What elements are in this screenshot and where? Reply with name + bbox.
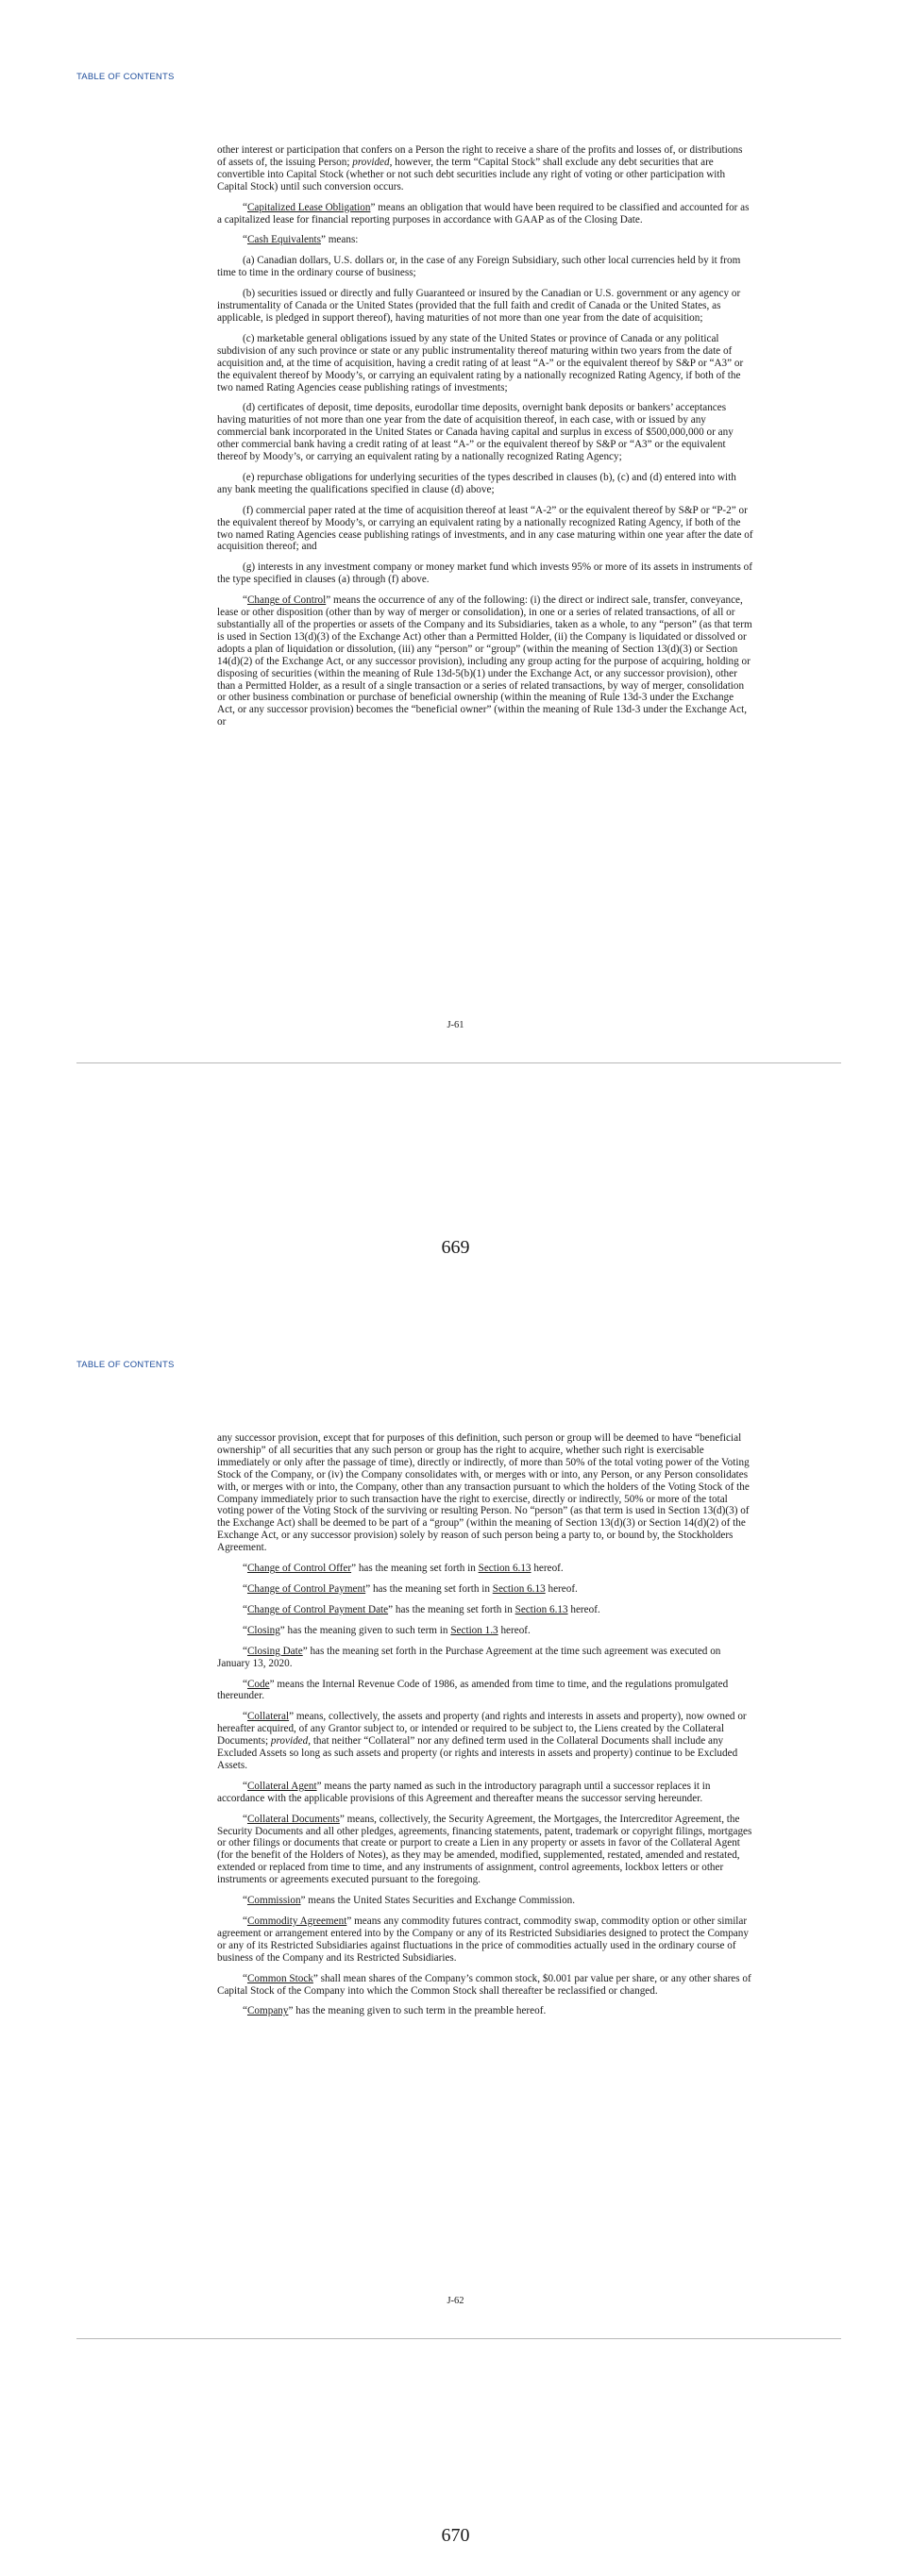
paragraph — [217, 1646, 753, 1670]
page-body-text — [217, 1432, 753, 2026]
text-run: (f) commercial paper rated at the time of acquisition thereof at least “A-2” or the equivalent thereof by S&P or “P-2” or the equivalent thereof by Moody’s, or carrying an equivalent rating by a nationally recognized Rating Agency, if both of the two named Rating Agencies cease publishing ratings of investments, and in any case maturing within one year after the date of acquisition thereof; and — [217, 504, 753, 553]
paragraph — [217, 594, 753, 728]
defined-term: Collateral Documents — [246, 1813, 340, 1825]
italic-text: provided — [352, 156, 390, 168]
paragraph — [217, 2005, 753, 2017]
text-run: “ — [243, 1915, 247, 1927]
page-number: 669 — [441, 1237, 470, 1258]
text-run: “ — [243, 1895, 247, 1907]
paragraph — [217, 1814, 753, 1886]
text-run: (a) Canadian dollars, U.S. dollars or, in the case of any Foreign Subsidiary, such other local currencies held by it from time to time in the ordinary course of business; — [217, 255, 741, 279]
paragraph — [217, 202, 753, 226]
defined-term: Code — [246, 1678, 270, 1690]
defined-term: Section 6.13 — [515, 1603, 568, 1615]
paragraph — [217, 1583, 753, 1596]
page-divider — [76, 2338, 841, 2339]
text-run: ” means: — [320, 234, 359, 246]
text-run: hereof. — [545, 1582, 578, 1595]
defined-term: Closing Date — [246, 1645, 303, 1657]
paragraph — [217, 1679, 753, 1703]
text-run: hereof. — [498, 1624, 531, 1636]
text-run: “ — [243, 201, 247, 213]
text-run: “ — [243, 1678, 247, 1690]
paragraph — [217, 234, 753, 246]
text-run: ” means an obligation that would have been required to be classified and accounted for as a capitalized lease for financial reporting purposes in accordance with GAAP as of the Closing Date. — [217, 201, 750, 226]
text-run: ” means the Internal Revenue Code of 1986, as amended from time to time, and the regulations promulgated thereunder. — [217, 1678, 729, 1702]
text-run: “ — [243, 1582, 247, 1595]
text-run: “ — [243, 1813, 247, 1825]
defined-term: Capitalized Lease Obligation — [246, 201, 371, 213]
paragraph — [217, 505, 753, 554]
page-body-text — [217, 144, 753, 737]
paragraph — [217, 561, 753, 586]
text-run: ” has the meaning given to such term in the preamble hereof. — [288, 2005, 547, 2017]
paragraph — [217, 1432, 753, 1554]
document-page-2 — [0, 1288, 911, 2576]
text-run: ” shall mean shares of the Company’s common stock, $0.001 par value per share, or any other shares of Capital Stock of the Company into which the Common Stock shall thereafter be reclassified or changed. — [217, 1972, 751, 1997]
text-run: ” has the meaning set forth in — [351, 1563, 479, 1575]
table-of-contents-link[interactable]: TABLE OF CONTENTS — [76, 72, 175, 82]
page-label: J-62 — [447, 2296, 464, 2306]
defined-term: Change of Control Payment Date — [246, 1603, 389, 1615]
text-run: any successor provision, except that for purposes of this definition, such person or group will be deemed to have “beneficial ownership” of all securities that any such person or group has the right to acquire, whether such right is exercisable immediately or only after the passage of time), directly or indirectly, of more than 50% of the total voting power of the Voting Stock of the Company, or (iv) the Company consolidates with, or merges with or into, any Person, or any Person consolidates with, or merges with or into, the Company, other than any transaction pursuant to which the holders of the Voting Stock of the Company immediately prior to such transaction have the right to exercise, directly or indirectly, 50% or more of the total voting power of the Voting Stock of the surviving or resulting Person. No “person” (as that term is used in Section 13(d)(3) of the Exchange Act) shall be deemed to be part of a “group” (within the meaning of Section 13(d)(3) or Section 14(d)(2) of the Exchange Act, or any successor provision) solely by reason of such person being a party to, or bound by, the Stockholders Agreement. — [217, 1432, 750, 1554]
defined-term: Change of Control Offer — [246, 1563, 352, 1575]
text-run: “ — [243, 1780, 247, 1792]
text-run: “ — [243, 1711, 247, 1723]
paragraph — [217, 1604, 753, 1616]
paragraph — [217, 1973, 753, 1998]
italic-text: provided — [270, 1735, 309, 1748]
defined-term: Cash Equivalents — [246, 234, 321, 246]
defined-term: Section 6.13 — [492, 1582, 546, 1595]
defined-term: Commission — [246, 1895, 301, 1907]
text-run: ” has the meaning set forth in — [388, 1603, 515, 1615]
text-run: other interest or participation that confers on a Person the right to receive a share of the profits and losses of, or distributions of assets of, the issuing Person; — [217, 144, 743, 168]
page-number: 670 — [441, 2525, 470, 2546]
defined-term: Closing — [246, 1624, 280, 1636]
text-run: “ — [243, 594, 247, 607]
text-run: ” means the United States Securities and Exchange Commission. — [300, 1895, 576, 1907]
text-run: (e) repurchase obligations for underlying securities of the types described in clauses (b), (c) and (d) entered into with any bank meeting the qualifications specified in clause (d) above; — [217, 471, 736, 495]
defined-term: Company — [246, 2005, 289, 2017]
text-run: “ — [243, 1603, 247, 1615]
defined-term: Change of Control Payment — [246, 1582, 366, 1595]
text-run: ” has the meaning given to such term in — [279, 1624, 451, 1636]
text-run: ” means any commodity futures contract, commodity swap, commodity option or other similar agreement or arrangement entered into by the Company or any of its Restricted Subsidiaries designed to protect the Company or any of its Restricted Subsidiaries against fluctuations in the price of commodities actually used in the ordinary course of business of the Company and its Restricted Subsidiaries. — [217, 1915, 749, 1964]
text-run: (b) securities issued or directly and fully Guaranteed or insured by the Canadian or U.S. government or any agency or instrumentality of Canada or the United States (provided that the full faith and credit of Canada or the United States, as applicable, is pledged in support thereof), having maturities of not more than one year from the date of acquisition; — [217, 288, 741, 324]
text-run: ” has the meaning set forth in the Purchase Agreement at the time such agreement was executed on January 13, 2020. — [217, 1645, 721, 1669]
paragraph — [217, 333, 753, 394]
text-run: ” means the party named as such in the introductory paragraph until a successor replaces it in accordance with the applicable provisions of this Agreement and thereafter means the successor serving hereunder. — [217, 1780, 711, 1804]
text-run: “ — [243, 2005, 247, 2017]
defined-term: Collateral — [246, 1711, 290, 1723]
text-run: ” means, collectively, the Security Agreement, the Mortgages, the Intercreditor Agreement, the Security Documents and all other pledges, agreements, financing statements, patent, trademark or copyright filings, mortgages or other filings or documents that create or purport to create a Lien in any property or assets in favor of the Collateral Agent (for the benefit of the Holders of Notes), as they may be amended, modified, supplemented, restated, amended and restated, extended or replaced from time to time, and any instruments of assignment, control agreements, lockbox letters or other instruments or agreements executed pursuant to the foregoing. — [217, 1813, 752, 1886]
text-run: ” means, collectively, the assets and property (and rights and interests in assets and property), now owned or hereafter acquired, of any Grantor subject to, or intended or required to be subject to, the Liens created by the Collateral Documents; — [217, 1711, 747, 1748]
defined-term: Commodity Agreement — [246, 1915, 347, 1927]
paragraph — [217, 1711, 753, 1772]
defined-term: Section 6.13 — [478, 1563, 531, 1575]
defined-term: Section 1.3 — [450, 1624, 498, 1636]
table-of-contents-link[interactable]: TABLE OF CONTENTS — [76, 1360, 175, 1370]
text-run: ” has the meaning set forth in — [365, 1582, 493, 1595]
paragraph — [217, 288, 753, 325]
text-run: “ — [243, 1624, 247, 1636]
text-run: hereof. — [531, 1563, 564, 1575]
paragraph — [217, 1625, 753, 1637]
page-label: J-61 — [447, 1020, 464, 1030]
text-run: “ — [243, 1563, 247, 1575]
text-run: “ — [243, 1645, 247, 1657]
text-run: “ — [243, 1972, 247, 1984]
defined-term: Common Stock — [246, 1972, 313, 1984]
paragraph — [217, 1781, 753, 1805]
paragraph — [217, 1563, 753, 1575]
text-run: hereof. — [567, 1603, 600, 1615]
text-run: “ — [243, 234, 247, 246]
text-run: (g) interests in any investment company or money market fund which invests 95% or more of its assets in instruments of the type specified in clauses (a) through (f) above. — [217, 561, 753, 586]
text-run: (c) marketable general obligations issued by any state of the United States or province of Canada or any political subdivision of any such province or state or any public instrumentality thereof maturing within two years from the date of acquisition and, at the time of acquisition, having a credit rating of at least “A-” or the equivalent thereof by S&P or “A3” or the equivalent thereof by Moody’s, or carrying an equivalent rating by a nationally recognized Rating Agency, if both of the two named Rating Agencies cease publishing ratings of investments; — [217, 332, 744, 393]
paragraph — [217, 255, 753, 279]
text-run: (d) certificates of deposit, time deposits, eurodollar time deposits, overnight bank deposits or bankers’ acceptances having maturities of not more than one year from the date of acquisition thereof, in each case, with or issued by any commercial bank incorporated in the United States or Canada having capital and surplus in excess of $500,000,000 or any other commercial bank having a credit rating of at least “A-” or the equivalent thereof by S&P or “A3” or the equivalent thereof by Moody’s, or carrying an equivalent rating by a nationally recognized Rating Agency; — [217, 402, 734, 463]
defined-term: Change of Control — [246, 594, 327, 607]
paragraph — [217, 144, 753, 193]
paragraph — [217, 402, 753, 463]
text-run: ” means the occurrence of any of the following: (i) the direct or indirect sale, transfer, conveyance, lease or other disposition (other than by way of merger or consolidation), in one or a series of related transactions, of all or substantially all of the properties or assets of the Company and its Subsidiaries, taken as a whole, to any “person” (as that term is used in Section 13(d)(3) of the Exchange Act) other than a Permitted Holder, (ii) the Company is liquidated or dissolved or adopts a plan of liquidation or dissolution, (iii) any “person” or “group” (within the meaning of Section 13(d)(3) or Section 14(d)(2) of the Exchange Act, or any successor provision), including any group acting for the purpose of acquiring, holding or disposing of securities (within the meaning of Rule 13d-5(b)(1) under the Exchange Act, or any successor provision), other than a Permitted Holder, as a result of a single transaction or a series of related transactions, by way of merger, consolidation or other business combination or purchase of beneficial ownership (within the meaning of Rule 13d-3 under the Exchange Act, or any successor provision) becomes the “beneficial owner” (within the meaning of Rule 13d-3 under the Exchange Act, or — [217, 594, 752, 728]
page-divider — [76, 1062, 841, 1063]
text-run: , that neither “Collateral” nor any defined term used in the Collateral Documents shall include any Excluded Assets so long as such assets and property (or rights and interests in assets and property) continue to be Excluded Assets. — [217, 1735, 738, 1771]
paragraph — [217, 1895, 753, 1907]
paragraph — [217, 472, 753, 496]
text-run: , however, the term “Capital Stock” shall exclude any debt securities that are convertible into Capital Stock (whether or not such debt securities include any right of voting or other participation with Capital Stock) until such conversion occurs. — [217, 156, 726, 192]
defined-term: Collateral Agent — [246, 1780, 317, 1792]
paragraph — [217, 1915, 753, 1965]
